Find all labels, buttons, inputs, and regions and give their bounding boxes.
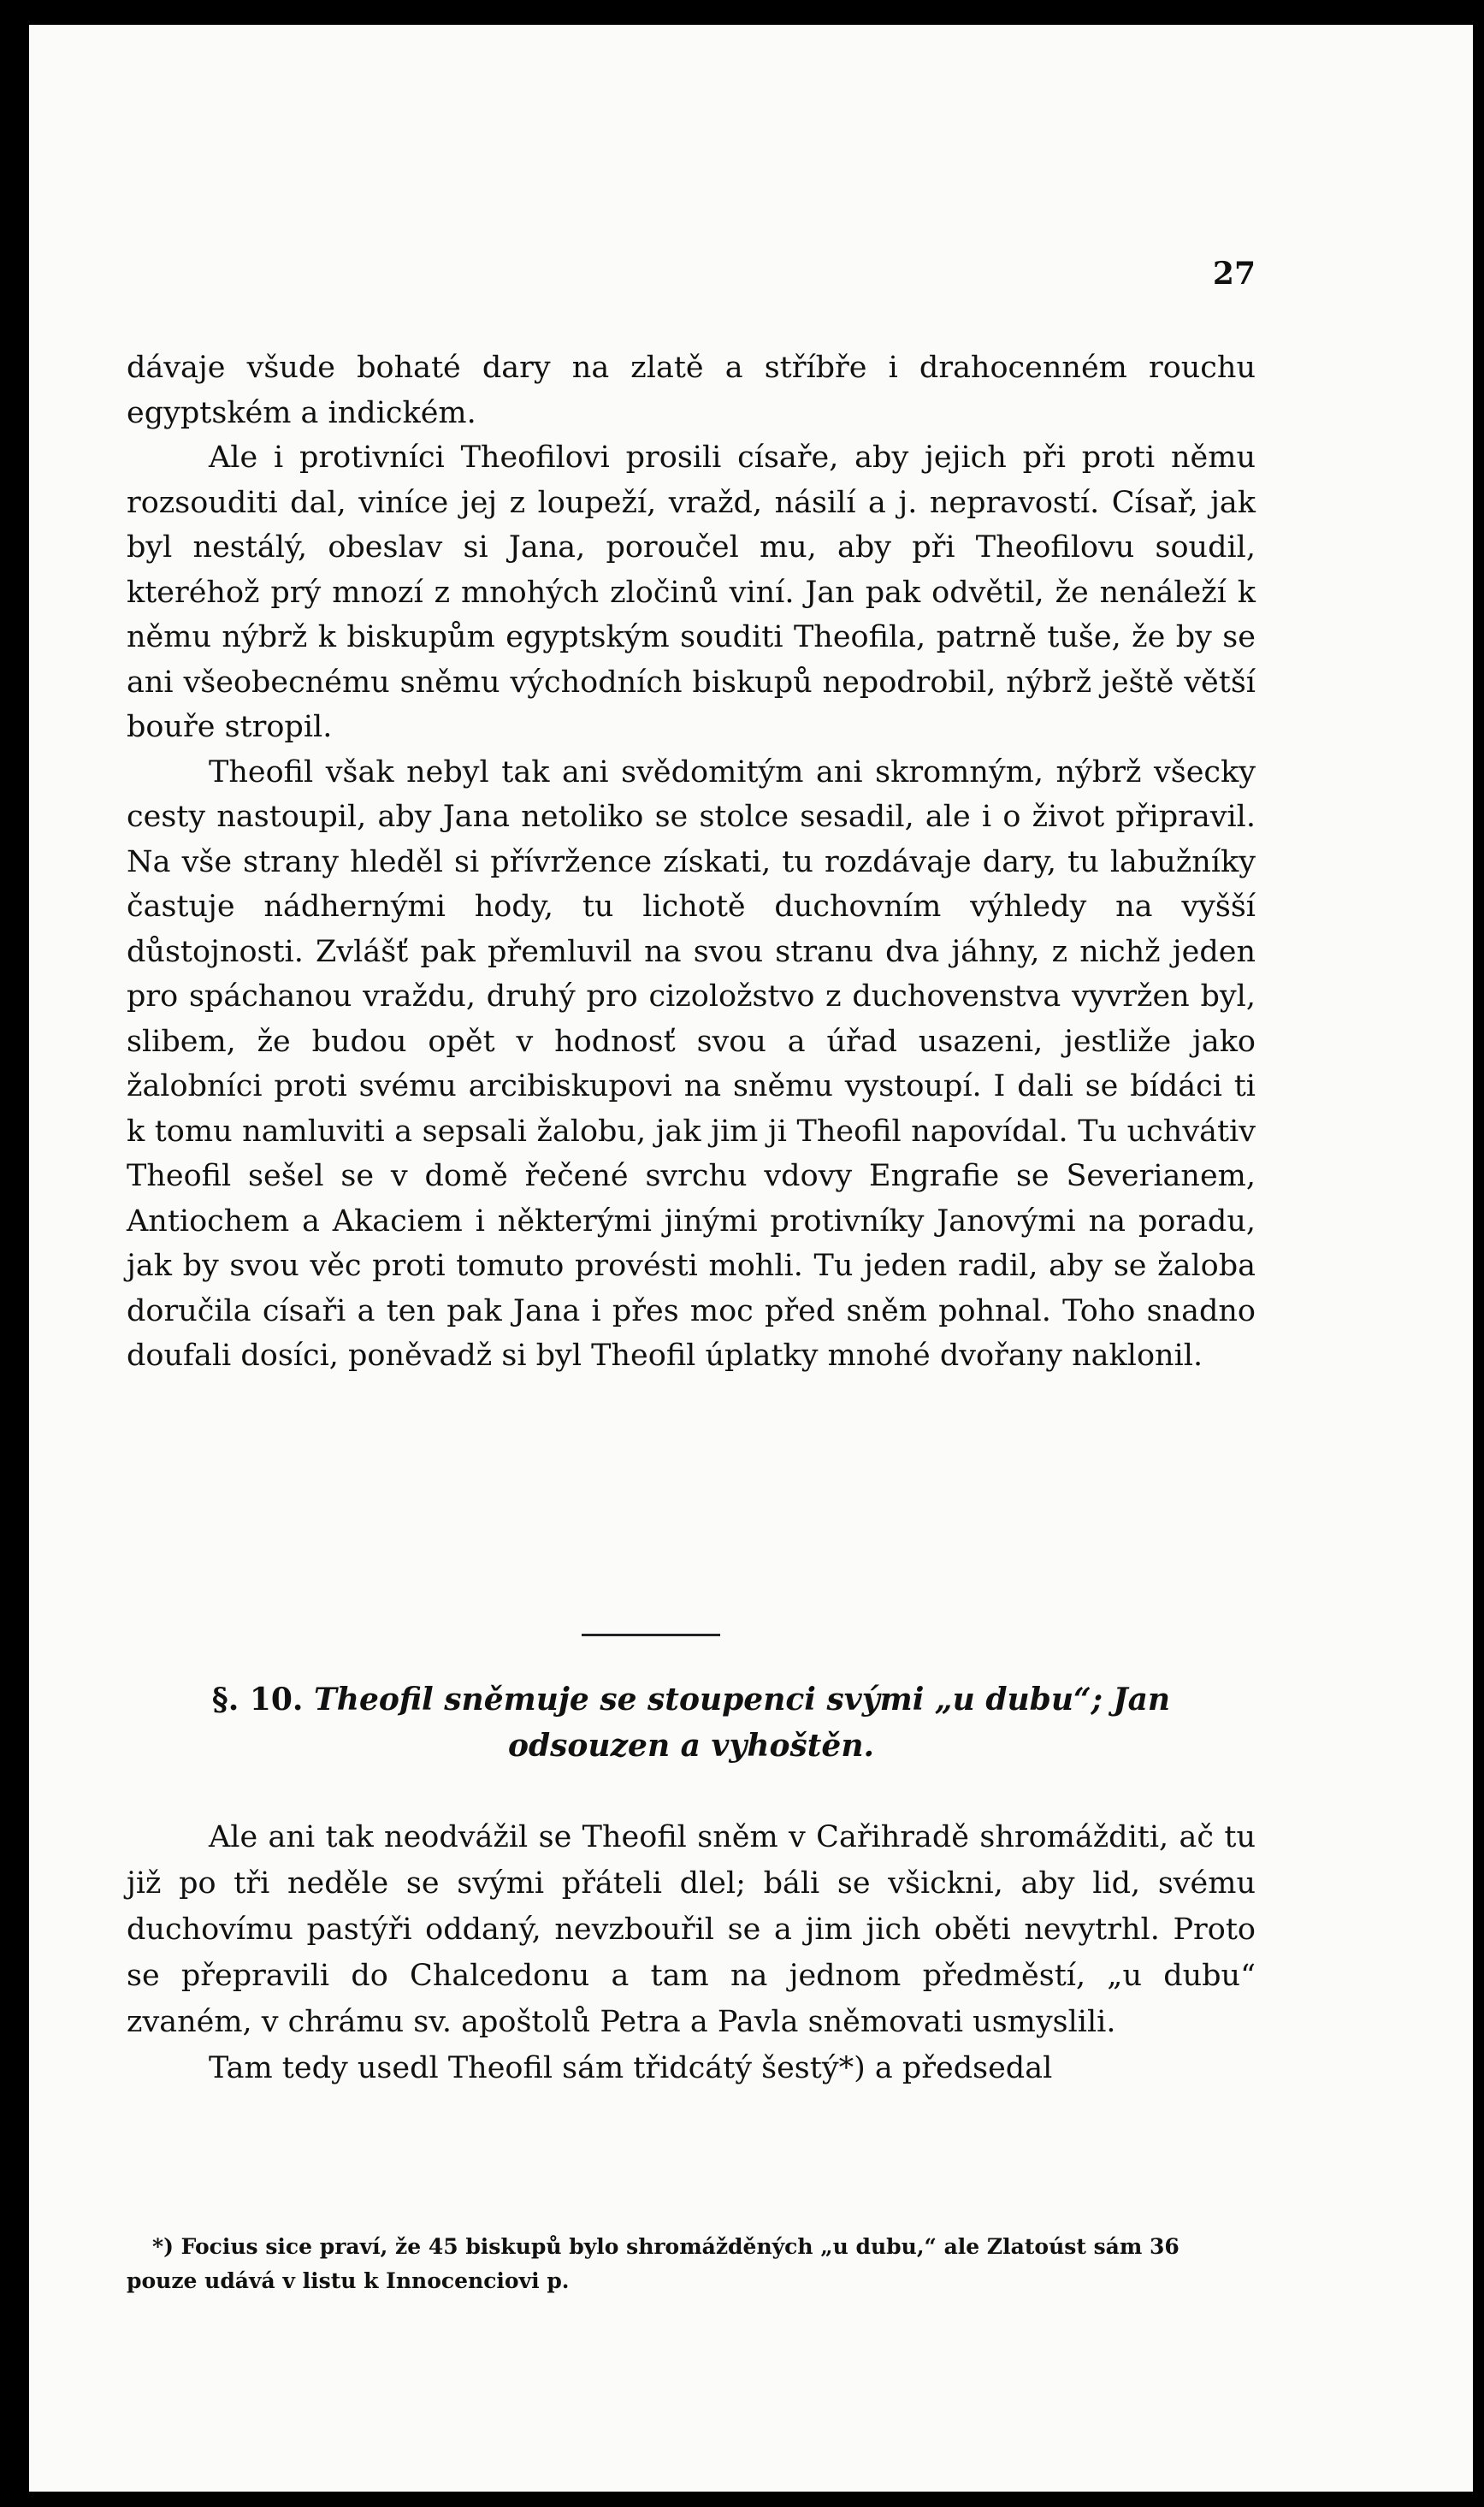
paragraph: Theofil však nebyl tak ani svědomitým ani skromným, nýbrž všecky cesty nastoupil, aby Jana netoliko se stolce sesadil, ale i o život připravil. Na vše strany hleděl si přívržence získati, tu rozdávaje dary, tu labužníky častuje nádhernými hody, tu lichotě duchovním výhledy na vyšší důstojnosti. Zvlášť pak přemluvil na svou stranu dva jáhny, z nichž jeden pro spáchanou vraždu, druhý pro cizoložstvo z duchovenstva vyvržen byl, slibem, že budou opět v hodnosť svou a úřad usazeni, jestliže jako žalobníci proti svému arcibiskupovi na sněmu vystoupí. I dali se bídáci ti k tomu namluviti a sepsali žalobu, jak jim ji Theofil napovídal. Tu uchvátiv Theofil sešel se v domě řečené svrchu vdovy Engrafie se Severianem, Antiochem a Akaciem i některými jinými protivníky Janovými na poradu, jak by svou věc proti tomuto provésti mohli. Tu jeden radil, aby se žaloba doručila císaři a ten pak Jana i přes moc před sněm pohnal. Toho snadno doufali dosíci, poněvadž si byl Theofil úplatky mnohé dvořany naklonil. xyxy=(127,754,1256,1373)
paragraph: dávaje všude bohaté dary na zlatě a stříbře i drahocenném rouchu egyptském a indickém. xyxy=(127,351,1256,430)
page-number: 27 xyxy=(1212,256,1256,292)
body-text-bottom xyxy=(127,1814,1256,2091)
body-text-top xyxy=(127,346,1256,1379)
section-divider xyxy=(582,1634,720,1636)
footnotes xyxy=(127,2230,1256,2298)
book-page xyxy=(29,25,1473,2492)
section-number: §. 10. xyxy=(211,1682,304,1718)
paragraph: Ale i protivníci Theofilovi prosili císaře, aby jejich při proti němu rozsouditi dal, viníce jej z loupeží, vražd, násilí a j. nepravostí. Císař, jak byl nestálý, obeslav si Jana, poroučel mu, aby při Theofilovu soudil, kteréhož prý mnozí z mnohých zločinů viní. Jan pak odvětil, že nenáleží k němu nýbrž k biskupům egyptským souditi Theofila, patrně tuše, že by se ani všeobecnému sněmu východních biskupů nepodrobil, nýbrž ještě větší bouře stropil. xyxy=(127,440,1256,744)
paragraph: Tam tedy usedl Theofil sám třidcátý šestý*) a předsedal xyxy=(209,2051,1053,2085)
section-title: Theofil sněmuje se stoupenci svými „u dubu“; Jan odsouzen a vyhoštěn. xyxy=(314,1682,1171,1764)
section-heading xyxy=(127,1676,1256,1769)
footnote: *) Focius sice praví, že 45 biskupů bylo shromážděných „u dubu,“ ale Zlatoúst sám 36 pouze udává v listu k Innocenciovi p. xyxy=(127,2234,1180,2293)
paragraph: Ale ani tak neodvážil se Theofil sněm v Cařihradě shromážditi, ač tu již po tři neděle se svými přáteli dlel; báli se všickni, aby lid, svému duchovímu pastýři oddaný, nevzbouřil se a jim jich oběti nevytrhl. Proto se přepravili do Chalcedonu a tam na jednom předměstí, „u dubu“ zvaném, v chrámu sv. apoštolů Petra a Pavla sněmovati usmyslili. xyxy=(127,1820,1256,2039)
